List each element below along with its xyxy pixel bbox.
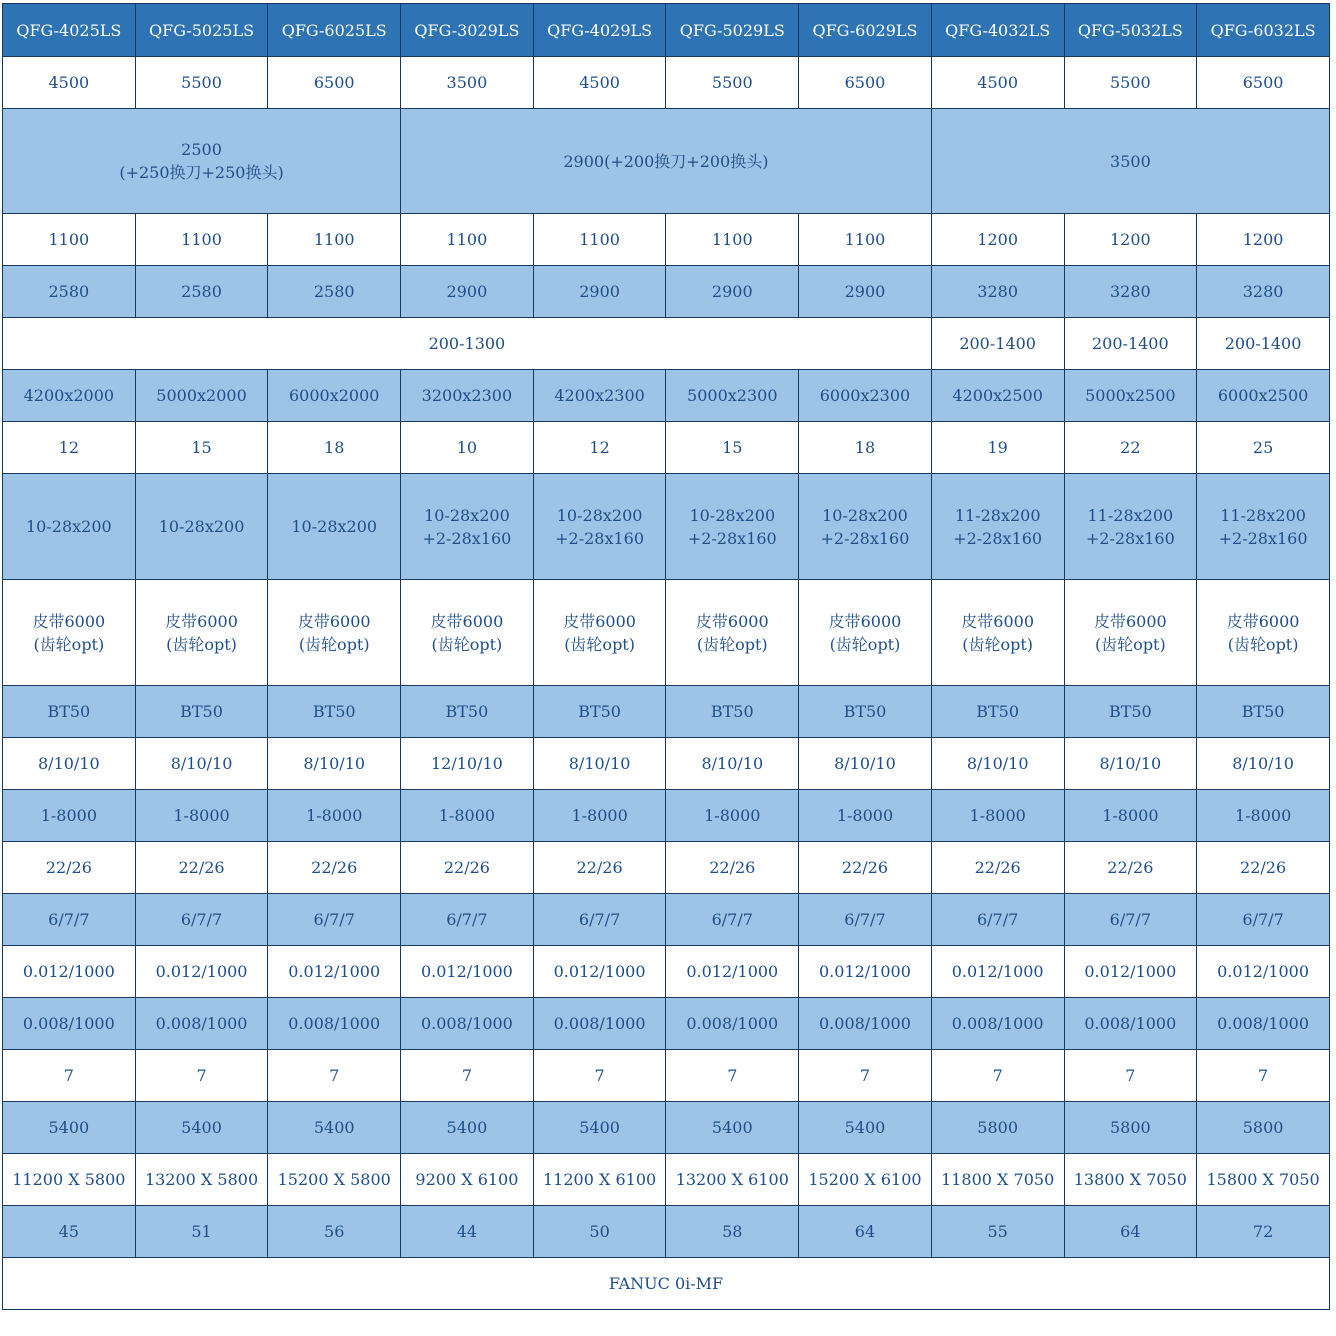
- table-cell: 8/10/10: [533, 738, 666, 790]
- table-cell: 1-8000: [533, 790, 666, 842]
- table-cell: FANUC 0i-MF: [3, 1258, 1330, 1310]
- table-cell: BT50: [268, 686, 401, 738]
- model-header: QFG-5029LS: [666, 4, 799, 57]
- table-cell: 12/10/10: [401, 738, 534, 790]
- table-cell: 200-1400: [931, 318, 1064, 370]
- table-cell: 6/7/7: [3, 894, 136, 946]
- table-cell: 皮带6000 (齿轮opt): [799, 580, 932, 686]
- table-cell: 6500: [799, 57, 932, 109]
- table-cell: 8/10/10: [666, 738, 799, 790]
- table-cell: 1-8000: [268, 790, 401, 842]
- table-cell: 1-8000: [135, 790, 268, 842]
- table-cell: 22/26: [799, 842, 932, 894]
- table-cell: 3280: [931, 266, 1064, 318]
- table-cell: 7: [3, 1050, 136, 1102]
- table-cell: 10-28x200 +2-28x160: [799, 474, 932, 580]
- table-cell: 2900(+200换刀+200换头): [401, 109, 932, 214]
- table-cell: BT50: [1197, 686, 1330, 738]
- table-cell: 1-8000: [666, 790, 799, 842]
- table-cell: 58: [666, 1206, 799, 1258]
- table-cell: 25: [1197, 422, 1330, 474]
- table-cell: BT50: [799, 686, 932, 738]
- table-cell: 22/26: [3, 842, 136, 894]
- table-cell: 6/7/7: [1197, 894, 1330, 946]
- table-cell: 6/7/7: [931, 894, 1064, 946]
- table-cell: 0.012/1000: [799, 946, 932, 998]
- table-cell: 6500: [1197, 57, 1330, 109]
- table-cell: 55: [931, 1206, 1064, 1258]
- table-cell: 皮带6000 (齿轮opt): [135, 580, 268, 686]
- table-cell: 0.008/1000: [1197, 998, 1330, 1050]
- table-row: [3, 57, 1330, 109]
- table-cell: 11200 X 5800: [3, 1154, 136, 1206]
- table-cell: 0.008/1000: [666, 998, 799, 1050]
- table-cell: 51: [135, 1206, 268, 1258]
- model-header: QFG-6029LS: [799, 4, 932, 57]
- table-cell: 5800: [1064, 1102, 1197, 1154]
- table-cell: 7: [799, 1050, 932, 1102]
- model-header: QFG-4025LS: [3, 4, 136, 57]
- model-header: QFG-5032LS: [1064, 4, 1197, 57]
- table-cell: 0.012/1000: [1197, 946, 1330, 998]
- table-cell: 72: [1197, 1206, 1330, 1258]
- table-cell: 5500: [135, 57, 268, 109]
- table-cell: 18: [268, 422, 401, 474]
- table-cell: 6/7/7: [268, 894, 401, 946]
- table-cell: 10-28x200 +2-28x160: [666, 474, 799, 580]
- table-cell: 0.012/1000: [135, 946, 268, 998]
- table-cell: 3500: [931, 109, 1329, 214]
- table-cell: 10: [401, 422, 534, 474]
- table-cell: 皮带6000 (齿轮opt): [931, 580, 1064, 686]
- table-cell: 11800 X 7050: [931, 1154, 1064, 1206]
- table-cell: 7: [1064, 1050, 1197, 1102]
- table-row: [3, 998, 1330, 1050]
- table-cell: 7: [1197, 1050, 1330, 1102]
- table-cell: 10-28x200 +2-28x160: [533, 474, 666, 580]
- table-cell: 10-28x200 +2-28x160: [401, 474, 534, 580]
- table-cell: 0.012/1000: [3, 946, 136, 998]
- table-cell: 4200x2300: [533, 370, 666, 422]
- table-cell: 8/10/10: [3, 738, 136, 790]
- table-cell: 9200 X 6100: [401, 1154, 534, 1206]
- table-cell: 12: [3, 422, 136, 474]
- table-cell: 15: [666, 422, 799, 474]
- table-cell: 22/26: [533, 842, 666, 894]
- table-cell: 0.008/1000: [135, 998, 268, 1050]
- table-cell: 5000x2000: [135, 370, 268, 422]
- table-cell: 7: [533, 1050, 666, 1102]
- table-cell: 0.008/1000: [268, 998, 401, 1050]
- table-cell: 8/10/10: [799, 738, 932, 790]
- table-cell: 0.012/1000: [931, 946, 1064, 998]
- table-cell: 2900: [401, 266, 534, 318]
- table-cell: 200-1300: [3, 318, 932, 370]
- table-row: [3, 1154, 1330, 1206]
- table-cell: 6/7/7: [533, 894, 666, 946]
- table-cell: 5000x2300: [666, 370, 799, 422]
- table-row: [3, 422, 1330, 474]
- table-cell: 1100: [799, 214, 932, 266]
- table-cell: 3280: [1197, 266, 1330, 318]
- table-cell: 4500: [931, 57, 1064, 109]
- table-cell: 56: [268, 1206, 401, 1258]
- table-cell: 8/10/10: [1197, 738, 1330, 790]
- table-cell: 15: [135, 422, 268, 474]
- table-cell: 0.012/1000: [533, 946, 666, 998]
- table-cell: 1100: [401, 214, 534, 266]
- table-cell: 11200 X 6100: [533, 1154, 666, 1206]
- table-cell: 1100: [533, 214, 666, 266]
- table-cell: 1100: [135, 214, 268, 266]
- table-cell: 10-28x200: [3, 474, 136, 580]
- table-row: [3, 580, 1330, 686]
- table-cell: 50: [533, 1206, 666, 1258]
- table-cell: 1100: [268, 214, 401, 266]
- table-cell: 2580: [268, 266, 401, 318]
- table-cell: 5000x2500: [1064, 370, 1197, 422]
- table-cell: 皮带6000 (齿轮opt): [401, 580, 534, 686]
- table-cell: 8/10/10: [1064, 738, 1197, 790]
- table-cell: 7: [135, 1050, 268, 1102]
- table-cell: 3500: [401, 57, 534, 109]
- table-cell: 64: [799, 1206, 932, 1258]
- table-cell: 5800: [931, 1102, 1064, 1154]
- table-cell: 8/10/10: [268, 738, 401, 790]
- table-row: [3, 894, 1330, 946]
- table-cell: 11-28x200 +2-28x160: [931, 474, 1064, 580]
- table-row: [3, 474, 1330, 580]
- table-cell: 6500: [268, 57, 401, 109]
- table-cell: 22: [1064, 422, 1197, 474]
- model-header: QFG-5025LS: [135, 4, 268, 57]
- table-cell: 1200: [931, 214, 1064, 266]
- model-header: QFG-3029LS: [401, 4, 534, 57]
- table-cell: 1100: [3, 214, 136, 266]
- table-row: [3, 266, 1330, 318]
- table-row: [3, 370, 1330, 422]
- table-cell: 皮带6000 (齿轮opt): [3, 580, 136, 686]
- table-row: [3, 1050, 1330, 1102]
- table-cell: 5400: [666, 1102, 799, 1154]
- table-cell: 6/7/7: [401, 894, 534, 946]
- table-cell: 200-1400: [1064, 318, 1197, 370]
- model-header: QFG-4032LS: [931, 4, 1064, 57]
- table-cell: 13200 X 5800: [135, 1154, 268, 1206]
- table-cell: 15200 X 5800: [268, 1154, 401, 1206]
- table-cell: 6000x2500: [1197, 370, 1330, 422]
- table-cell: 22/26: [135, 842, 268, 894]
- table-cell: 皮带6000 (齿轮opt): [268, 580, 401, 686]
- table-cell: 5400: [799, 1102, 932, 1154]
- table-cell: 6/7/7: [799, 894, 932, 946]
- table-cell: 1-8000: [1064, 790, 1197, 842]
- table-cell: 5400: [533, 1102, 666, 1154]
- table-cell: 5400: [135, 1102, 268, 1154]
- table-cell: 8/10/10: [135, 738, 268, 790]
- table-cell: 22/26: [268, 842, 401, 894]
- table-row: [3, 318, 1330, 370]
- table-cell: 200-1400: [1197, 318, 1330, 370]
- table-row: [3, 109, 1330, 214]
- table-cell: 8/10/10: [931, 738, 1064, 790]
- table-cell: 2900: [799, 266, 932, 318]
- table-cell: 5500: [666, 57, 799, 109]
- table-cell: 0.008/1000: [1064, 998, 1197, 1050]
- table-cell: BT50: [3, 686, 136, 738]
- table-row: [3, 738, 1330, 790]
- table-cell: BT50: [1064, 686, 1197, 738]
- table-cell: 皮带6000 (齿轮opt): [1064, 580, 1197, 686]
- table-cell: 0.008/1000: [931, 998, 1064, 1050]
- table-cell: 0.012/1000: [401, 946, 534, 998]
- table-cell: 18: [799, 422, 932, 474]
- table-cell: 4500: [533, 57, 666, 109]
- model-header: QFG-4029LS: [533, 4, 666, 57]
- table-row: [3, 214, 1330, 266]
- table-cell: 1-8000: [1197, 790, 1330, 842]
- table-cell: 15800 X 7050: [1197, 1154, 1330, 1206]
- table-cell: 1200: [1064, 214, 1197, 266]
- table-cell: 10-28x200: [268, 474, 401, 580]
- model-header-row: [3, 4, 1330, 57]
- table-cell: 1200: [1197, 214, 1330, 266]
- table-row: [3, 1206, 1330, 1258]
- model-header: QFG-6025LS: [268, 4, 401, 57]
- table-cell: 22/26: [401, 842, 534, 894]
- table-cell: 4200x2000: [3, 370, 136, 422]
- table-cell: 22/26: [666, 842, 799, 894]
- table-cell: 6000x2300: [799, 370, 932, 422]
- table-cell: 6/7/7: [135, 894, 268, 946]
- table-cell: BT50: [533, 686, 666, 738]
- table-cell: 6/7/7: [1064, 894, 1197, 946]
- table-row: [3, 946, 1330, 998]
- table-cell: 11-28x200 +2-28x160: [1064, 474, 1197, 580]
- table-cell: 1-8000: [799, 790, 932, 842]
- table-row: [3, 1102, 1330, 1154]
- table-cell: 1-8000: [931, 790, 1064, 842]
- table-cell: 1-8000: [3, 790, 136, 842]
- table-cell: 2500 (+250换刀+250换头): [3, 109, 401, 214]
- table-cell: 皮带6000 (齿轮opt): [1197, 580, 1330, 686]
- table-row: [3, 686, 1330, 738]
- table-cell: 15200 X 6100: [799, 1154, 932, 1206]
- table-cell: 12: [533, 422, 666, 474]
- table-cell: 6/7/7: [666, 894, 799, 946]
- table-cell: 7: [401, 1050, 534, 1102]
- table-cell: 0.008/1000: [3, 998, 136, 1050]
- table-cell: 5400: [3, 1102, 136, 1154]
- table-cell: 2900: [533, 266, 666, 318]
- table-row: [3, 842, 1330, 894]
- table-cell: 1-8000: [401, 790, 534, 842]
- table-cell: BT50: [931, 686, 1064, 738]
- table-cell: 7: [268, 1050, 401, 1102]
- table-cell: 13800 X 7050: [1064, 1154, 1197, 1206]
- table-cell: 5400: [268, 1102, 401, 1154]
- table-cell: 7: [931, 1050, 1064, 1102]
- table-cell: 13200 X 6100: [666, 1154, 799, 1206]
- table-cell: BT50: [666, 686, 799, 738]
- table-cell: 2580: [135, 266, 268, 318]
- table-cell: 2900: [666, 266, 799, 318]
- table-cell: 0.008/1000: [401, 998, 534, 1050]
- table-cell: 22/26: [1197, 842, 1330, 894]
- table-cell: 0.008/1000: [799, 998, 932, 1050]
- table-cell: 皮带6000 (齿轮opt): [666, 580, 799, 686]
- table-cell: BT50: [135, 686, 268, 738]
- table-cell: 0.012/1000: [666, 946, 799, 998]
- table-cell: 2580: [3, 266, 136, 318]
- table-cell: 皮带6000 (齿轮opt): [533, 580, 666, 686]
- table-cell: 44: [401, 1206, 534, 1258]
- table-cell: 3280: [1064, 266, 1197, 318]
- table-cell: 0.012/1000: [1064, 946, 1197, 998]
- table-cell: 5800: [1197, 1102, 1330, 1154]
- table-cell: 45: [3, 1206, 136, 1258]
- table-cell: 6000x2000: [268, 370, 401, 422]
- table-cell: 5500: [1064, 57, 1197, 109]
- model-header: QFG-6032LS: [1197, 4, 1330, 57]
- table-cell: 1100: [666, 214, 799, 266]
- spec-table: [2, 3, 1330, 1310]
- table-cell: 22/26: [1064, 842, 1197, 894]
- table-cell: 3200x2300: [401, 370, 534, 422]
- table-cell: 4500: [3, 57, 136, 109]
- table-cell: 0.008/1000: [533, 998, 666, 1050]
- table-cell: 22/26: [931, 842, 1064, 894]
- table-cell: 19: [931, 422, 1064, 474]
- table-cell: 11-28x200 +2-28x160: [1197, 474, 1330, 580]
- table-cell: 64: [1064, 1206, 1197, 1258]
- table-cell: 10-28x200: [135, 474, 268, 580]
- table-cell: 4200x2500: [931, 370, 1064, 422]
- table-row: [3, 790, 1330, 842]
- table-cell: 0.012/1000: [268, 946, 401, 998]
- table-cell: BT50: [401, 686, 534, 738]
- table-cell: 7: [666, 1050, 799, 1102]
- table-cell: 5400: [401, 1102, 534, 1154]
- table-row: [3, 1258, 1330, 1310]
